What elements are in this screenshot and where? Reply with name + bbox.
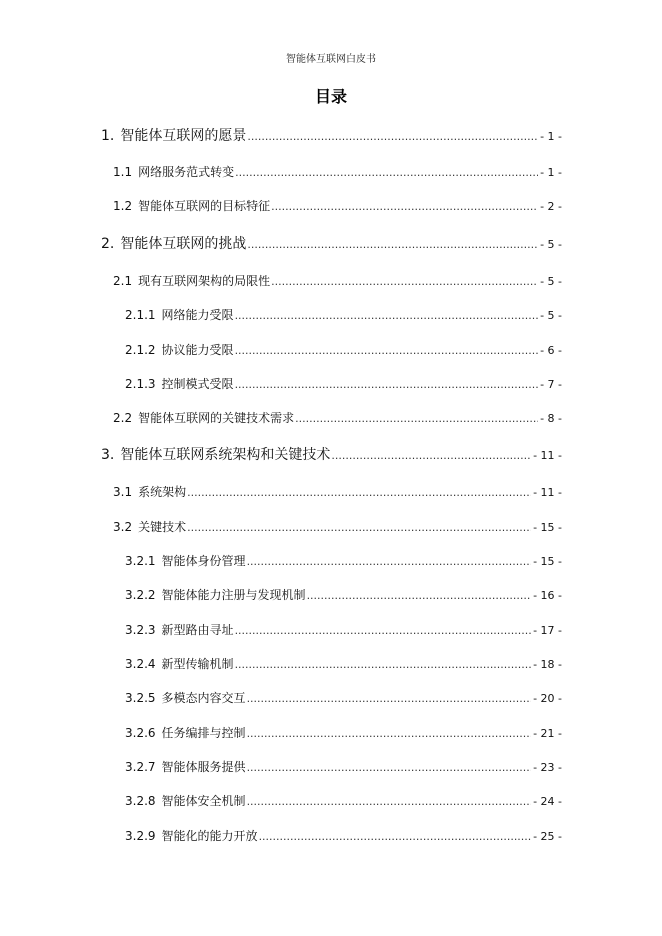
toc-page: - 7 - (540, 378, 562, 391)
toc-entry[interactable] (113, 518, 562, 535)
toc-number: 3.2.3 (125, 623, 156, 637)
toc-page: - 21 - (533, 727, 562, 740)
running-header: 智能体互联网白皮书 (286, 54, 376, 65)
toc-text: 智能体能力注册与发现机制 (161, 588, 306, 602)
toc-page: - 5 - (540, 238, 562, 251)
toc-entry[interactable] (125, 621, 562, 638)
dot-leader (235, 344, 539, 357)
toc-entry[interactable] (101, 444, 562, 464)
toc-entry[interactable] (125, 341, 562, 358)
toc-number: 3. (101, 447, 115, 463)
toc-page: - 5 - (540, 309, 562, 322)
toc-entry[interactable] (125, 552, 562, 569)
toc-number: 2.1.3 (125, 377, 156, 391)
toc-page: - 16 - (533, 589, 562, 602)
toc-text: 关键技术 (138, 520, 187, 534)
toc-entry[interactable] (113, 197, 562, 214)
dot-leader (247, 795, 532, 808)
toc-number: 3.2.6 (125, 726, 156, 740)
toc-number: 2.2 (113, 411, 133, 425)
toc-text: 任务编排与控制 (161, 726, 246, 740)
toc-page: - 1 - (540, 130, 562, 143)
toc-number: 3.2.7 (125, 760, 156, 774)
toc-entry[interactable] (125, 689, 562, 706)
toc-page: - 11 - (533, 449, 562, 462)
dot-leader (247, 130, 538, 143)
dot-leader (331, 449, 531, 462)
toc-page: - 23 - (533, 761, 562, 774)
toc-number: 3.2.2 (125, 588, 156, 602)
toc-title: 目录 (314, 87, 347, 106)
dot-leader (235, 309, 539, 322)
toc-number: 1.1 (113, 165, 133, 179)
dot-leader (235, 378, 539, 391)
toc-number: 1.2 (113, 199, 133, 213)
dot-leader (247, 555, 532, 568)
dot-leader (247, 238, 538, 251)
toc-text: 多模态内容交互 (161, 691, 246, 705)
toc-number: 3.2.9 (125, 829, 156, 843)
toc-text: 网络服务范式转变 (138, 165, 235, 179)
dot-leader (307, 589, 532, 602)
toc-page: - 20 - (533, 692, 562, 705)
toc-entry[interactable] (113, 483, 562, 500)
dot-leader (235, 658, 532, 671)
dot-leader (259, 830, 532, 843)
toc-page: - 24 - (533, 795, 562, 808)
toc-text: 智能体互联网的挑战 (120, 236, 247, 252)
toc-page: - 18 - (533, 658, 562, 671)
toc-entry[interactable] (113, 409, 562, 426)
toc-number: 1. (101, 128, 115, 144)
toc-text: 控制模式受限 (161, 377, 234, 391)
toc-text: 新型传输机制 (161, 657, 234, 671)
toc-text: 网络能力受限 (161, 308, 234, 322)
toc-number: 3.2.1 (125, 554, 156, 568)
toc-text: 智能体互联网的愿景 (120, 128, 247, 144)
toc-text: 智能体安全机制 (161, 794, 246, 808)
toc-entry[interactable] (113, 272, 562, 289)
dot-leader (271, 200, 538, 213)
toc-number: 2.1.1 (125, 308, 156, 322)
toc-page: - 17 - (533, 624, 562, 637)
toc-page: - 8 - (540, 412, 562, 425)
toc-text: 系统架构 (138, 485, 187, 499)
toc-number: 3.2.4 (125, 657, 156, 671)
toc-text: 智能体互联网系统架构和关键技术 (120, 447, 331, 463)
toc-text: 智能体互联网的目标特征 (138, 199, 271, 213)
dot-leader (235, 624, 532, 637)
toc-page: - 6 - (540, 344, 562, 357)
toc-number: 3.2 (113, 520, 133, 534)
toc-text: 协议能力受限 (161, 343, 234, 357)
toc-text: 智能体互联网的关键技术需求 (138, 411, 295, 425)
toc-number: 2.1 (113, 274, 133, 288)
toc-entry[interactable] (125, 827, 562, 844)
toc-entry[interactable] (125, 586, 562, 603)
toc-text: 新型路由寻址 (161, 623, 234, 637)
toc-page: - 5 - (540, 275, 562, 288)
toc-entry[interactable] (125, 724, 562, 741)
toc-entry[interactable] (125, 792, 562, 809)
toc-page: - 1 - (540, 166, 562, 179)
toc-entry[interactable] (101, 233, 562, 253)
dot-leader (247, 727, 532, 740)
toc-entry[interactable] (125, 306, 562, 323)
toc-entry[interactable] (125, 758, 562, 775)
toc-text: 智能化的能力开放 (161, 829, 258, 843)
dot-leader (271, 275, 538, 288)
toc-text: 现有互联网架构的局限性 (138, 274, 271, 288)
toc-page: - 2 - (540, 200, 562, 213)
toc-number: 3.1 (113, 485, 133, 499)
toc-entry[interactable] (125, 375, 562, 392)
dot-leader (247, 761, 532, 774)
toc-entry[interactable] (113, 163, 562, 180)
toc-number: 2.1.2 (125, 343, 156, 357)
dot-leader (295, 412, 538, 425)
toc-page: - 25 - (533, 830, 562, 843)
dot-leader (235, 166, 538, 179)
toc-entry[interactable] (125, 655, 562, 672)
toc-number: 3.2.5 (125, 691, 156, 705)
dot-leader (187, 521, 531, 534)
dot-leader (247, 692, 532, 705)
dot-leader (187, 486, 531, 499)
toc-page: - 15 - (533, 521, 562, 534)
toc-text: 智能体服务提供 (161, 760, 246, 774)
toc-page: - 11 - (533, 486, 562, 499)
toc-text: 智能体身份管理 (161, 554, 246, 568)
toc-number: 3.2.8 (125, 794, 156, 808)
toc-number: 2. (101, 236, 115, 252)
toc-entry[interactable] (101, 125, 562, 145)
toc-page: - 15 - (533, 555, 562, 568)
